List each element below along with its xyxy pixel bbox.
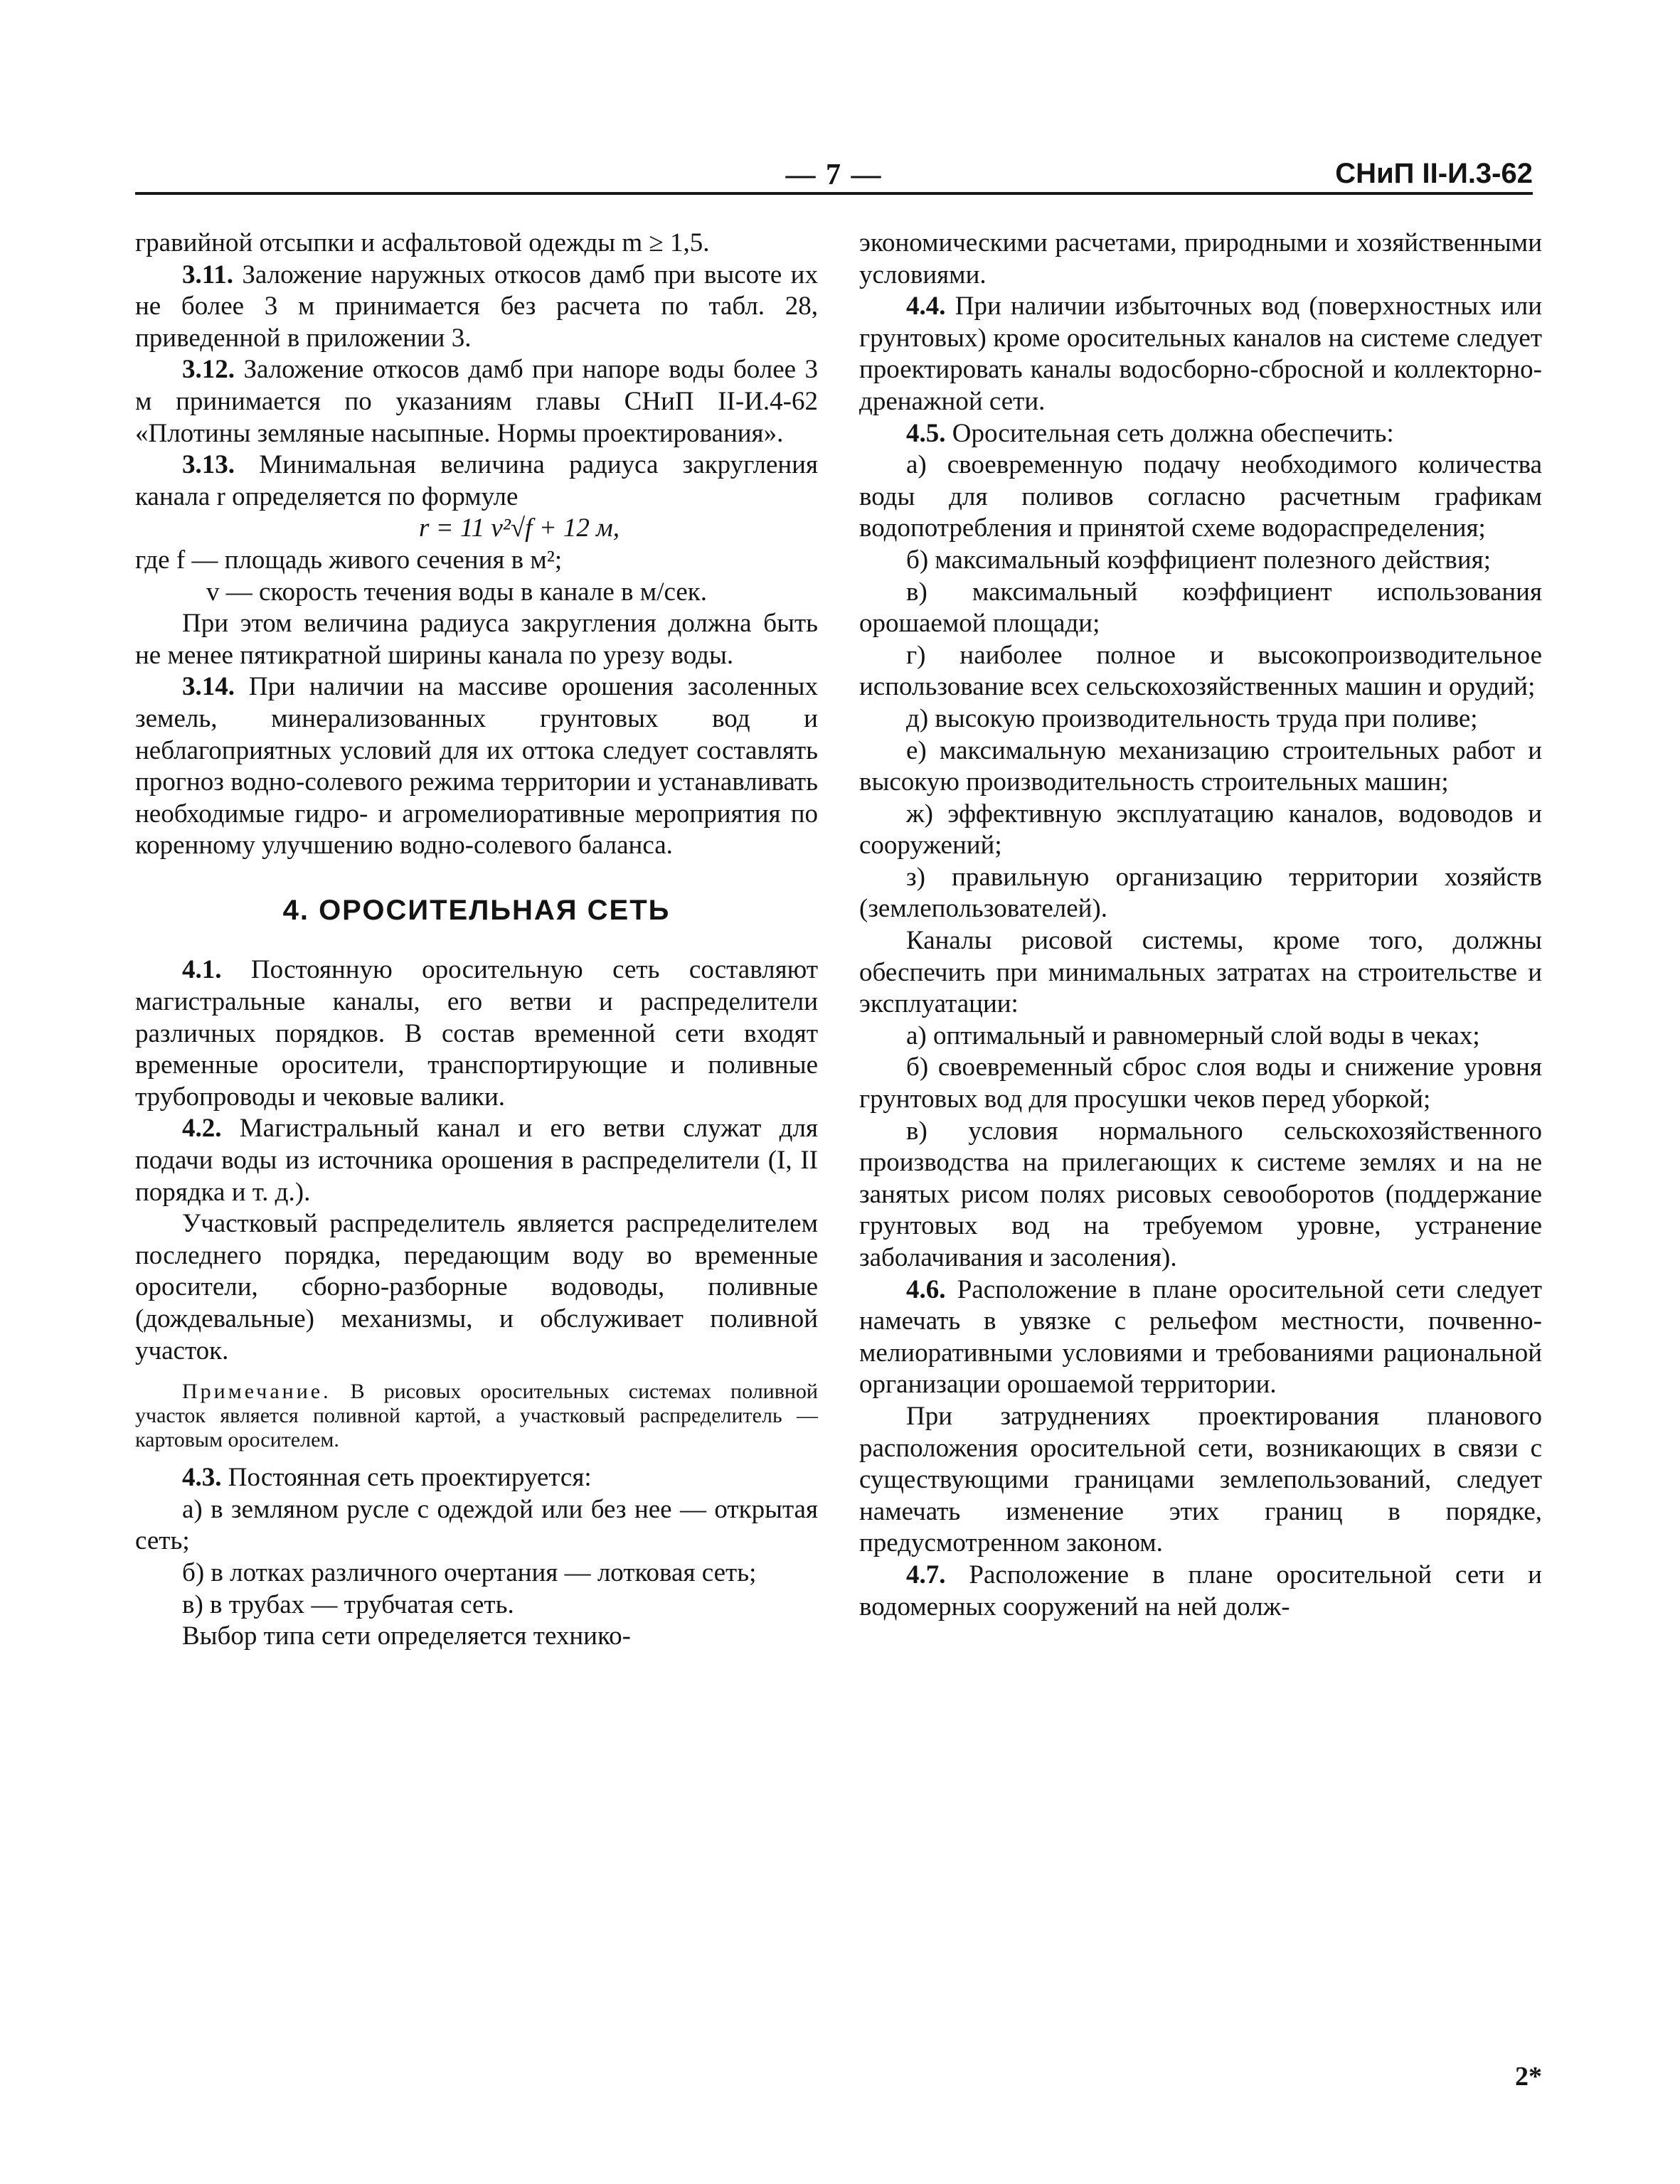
list-item-zh: ж) эффективную эксплуатацию каналов, водоводов и сооружений; [859, 799, 1542, 861]
paragraph-continuation: гравийной отсыпки и асфальтовой одежды m ≥ 1,5. [135, 228, 710, 257]
clause-number: 3.11. [182, 260, 233, 289]
clause-number: 3.12. [182, 355, 235, 385]
clause-number: 4.4. [906, 292, 946, 321]
note [135, 1380, 818, 1452]
signature-mark: 2* [1515, 2062, 1542, 2092]
list-item-a: а) своевременную подачу необходимого количества воды для поливов согласно расчетным графикам водопотребления и принятой схеме водораспределения; [859, 450, 1542, 543]
clause-number: 4.6. [906, 1274, 946, 1304]
clause-text: При наличии на массиве орошения засоленных земель, минерализованных грунтовых вод и неблагоприятных условий для их оттока следует составлять прогноз водно-солевого режима территории и устанавливать необходимые гидро- и агромелиоративные мероприятия по коренному улучшению водно-солевого баланса. [135, 672, 818, 861]
clause-text: Постоянная сеть проектируется: [221, 1463, 592, 1493]
note-text: В рисовых оросительных системах поливной участок является поливной картой, а участковый распределитель — картовым оросителем. [135, 1380, 818, 1452]
paragraph-4-3 [135, 1462, 818, 1494]
clause-text: Расположение в плане оросительной сети и водомерных сооружений на ней долж- [859, 1560, 1542, 1621]
clause-number: 4.5. [906, 418, 946, 448]
right-column [859, 228, 1542, 1623]
paragraph-4-5 [859, 418, 1542, 450]
paragraph-3-12 [135, 354, 818, 449]
clause-text: При наличии избыточных вод (поверхностных или грунтовых) кроме оросительных каналов на системе следует проектировать каналы водосборно-сбросной и коллекторно-дренажной сети. [859, 292, 1542, 416]
left-column [135, 228, 818, 1653]
clause-text: Оросительная сеть должна обеспечить: [945, 418, 1394, 448]
paragraph-rice-system: Каналы рисовой системы, кроме того, должны обеспечить при минимальных затратах на строительстве и эксплуатации: [859, 926, 1542, 1019]
clause-text: Постоянную оросительную сеть составляют магистральные каналы, его ветви и распределители различных порядков. В состав временной сети входят временные оросители, транспортирующие и поливные трубопроводы и чековые валики. [135, 955, 818, 1112]
page-number: — 7 — [785, 159, 883, 191]
formula-legend-v: v — скорость течения воды в канале в м/сек. [206, 577, 707, 607]
paragraph-3-11 [135, 260, 818, 355]
paragraph-4-6-continued: При затруднениях проектирования планового расположения оросительной сети, возникающих в связи с существующими границами землепользований, следует намечать изменение этих границ в порядке, предусмотренном законом. [859, 1401, 1542, 1558]
clause-number: 3.13. [182, 450, 235, 480]
list-item-g: г) наиболее полное и высокопроизводительное использование всех сельскохозяйственных машин и орудий; [859, 640, 1542, 702]
paragraph-continuation: экономическими расчетами, природными и хозяйственными условиями. [859, 228, 1542, 289]
list-item-e: е) максимальную механизацию строительных работ и высокую производительность строительных машин; [859, 735, 1542, 797]
section-heading: 4. ОРОСИТЕЛЬНАЯ СЕТЬ [282, 894, 671, 926]
clause-text: Заложение откосов дамб при напоре воды более 3 м принимается по указаниям главы СНиП II-И.4-62 «Плотины земляные насыпные. Нормы проектирования». [135, 355, 818, 448]
page-header [135, 158, 1533, 192]
list-item-b: б) максимальный коэффициент полезного действия; [906, 545, 1491, 575]
formula-legend-f: где f — площадь живого сечения в м²; [135, 545, 563, 575]
paragraph-3-13-continued: При этом величина радиуса закругления должна быть не менее пятикратной ширины канала по урезу воды. [135, 609, 818, 670]
clause-text: Магистральный канал и его ветви служат для подачи воды из источника орошения в распределители (I, II порядка и т. д.). [135, 1114, 818, 1207]
note-label: Примечание. [182, 1380, 331, 1404]
radius-formula: r = 11 v²√f + 12 м, [418, 513, 620, 543]
list-item-v: в) в трубах — трубчатая сеть. [182, 1589, 514, 1619]
paragraph-4-2-continued: Участковый распределитель является распределителем последнего порядка, передающим воду во временные оросители, сборно-разборные водоводы, поливные (дождевальные) механизмы, и обслуживает поливной участок. [135, 1209, 818, 1365]
clause-text: Заложение наружных откосов дамб при высоте их не более 3 м принимается без расчета по табл. 28, приведенной в приложении 3. [135, 260, 818, 353]
paragraph-network-choice: Выбор типа сети определяется технико- [182, 1621, 631, 1651]
paragraph-3-13 [135, 449, 818, 513]
list-item-v: в) максимальный коэффициент использования орошаемой площади; [859, 577, 1542, 639]
list-item-d: д) высокую производительность труда при поливе; [906, 703, 1478, 733]
list-item-b: б) в лотках различного очертания — лотковая сеть; [182, 1557, 757, 1587]
clause-number: 4.7. [906, 1560, 946, 1589]
paragraph-4-4 [859, 291, 1542, 417]
list-item-b: б) своевременный сброс слоя воды и снижение уровня грунтовых вод для просушки чеков перед уборкой; [859, 1053, 1542, 1114]
clause-number: 4.1. [182, 955, 222, 985]
paragraph-4-1 [135, 954, 818, 1113]
document-code: СНиП II-И.3-62 [1335, 158, 1533, 189]
list-item-a: а) в земляном русле с одеждой или без нее — открытая сеть; [135, 1494, 818, 1556]
clause-number: 3.14. [182, 672, 235, 702]
paragraph-4-6 [859, 1274, 1542, 1401]
list-item-z: з) правильную организацию территории хозяйств (землепользователей). [859, 862, 1542, 924]
clause-number: 4.2. [182, 1114, 222, 1144]
paragraph-4-7 [859, 1560, 1542, 1623]
header-rule [135, 192, 1533, 195]
paragraph-4-2 [135, 1113, 818, 1208]
list-item-v: в) условия нормального сельскохозяйственного производства на прилегающих к системе землях и на не занятых рисом полях рисовых севооборотов (поддержание грунтовых вод на требуемом уровне, устранение заболачивания и засоления). [859, 1116, 1542, 1272]
list-item-a: а) оптимальный и равномерный слой воды в чеках; [906, 1021, 1480, 1050]
paragraph-3-14 [135, 671, 818, 862]
clause-text: Минимальная величина радиуса закругления канала r определяется по формуле [135, 450, 818, 511]
clause-number: 4.3. [182, 1463, 222, 1493]
clause-text: Расположение в плане оросительной сети следует намечать в увязке с рельефом местности, почвенно-мелиоративными условиями и требованиями рациональной организации орошаемой территории. [859, 1274, 1542, 1400]
